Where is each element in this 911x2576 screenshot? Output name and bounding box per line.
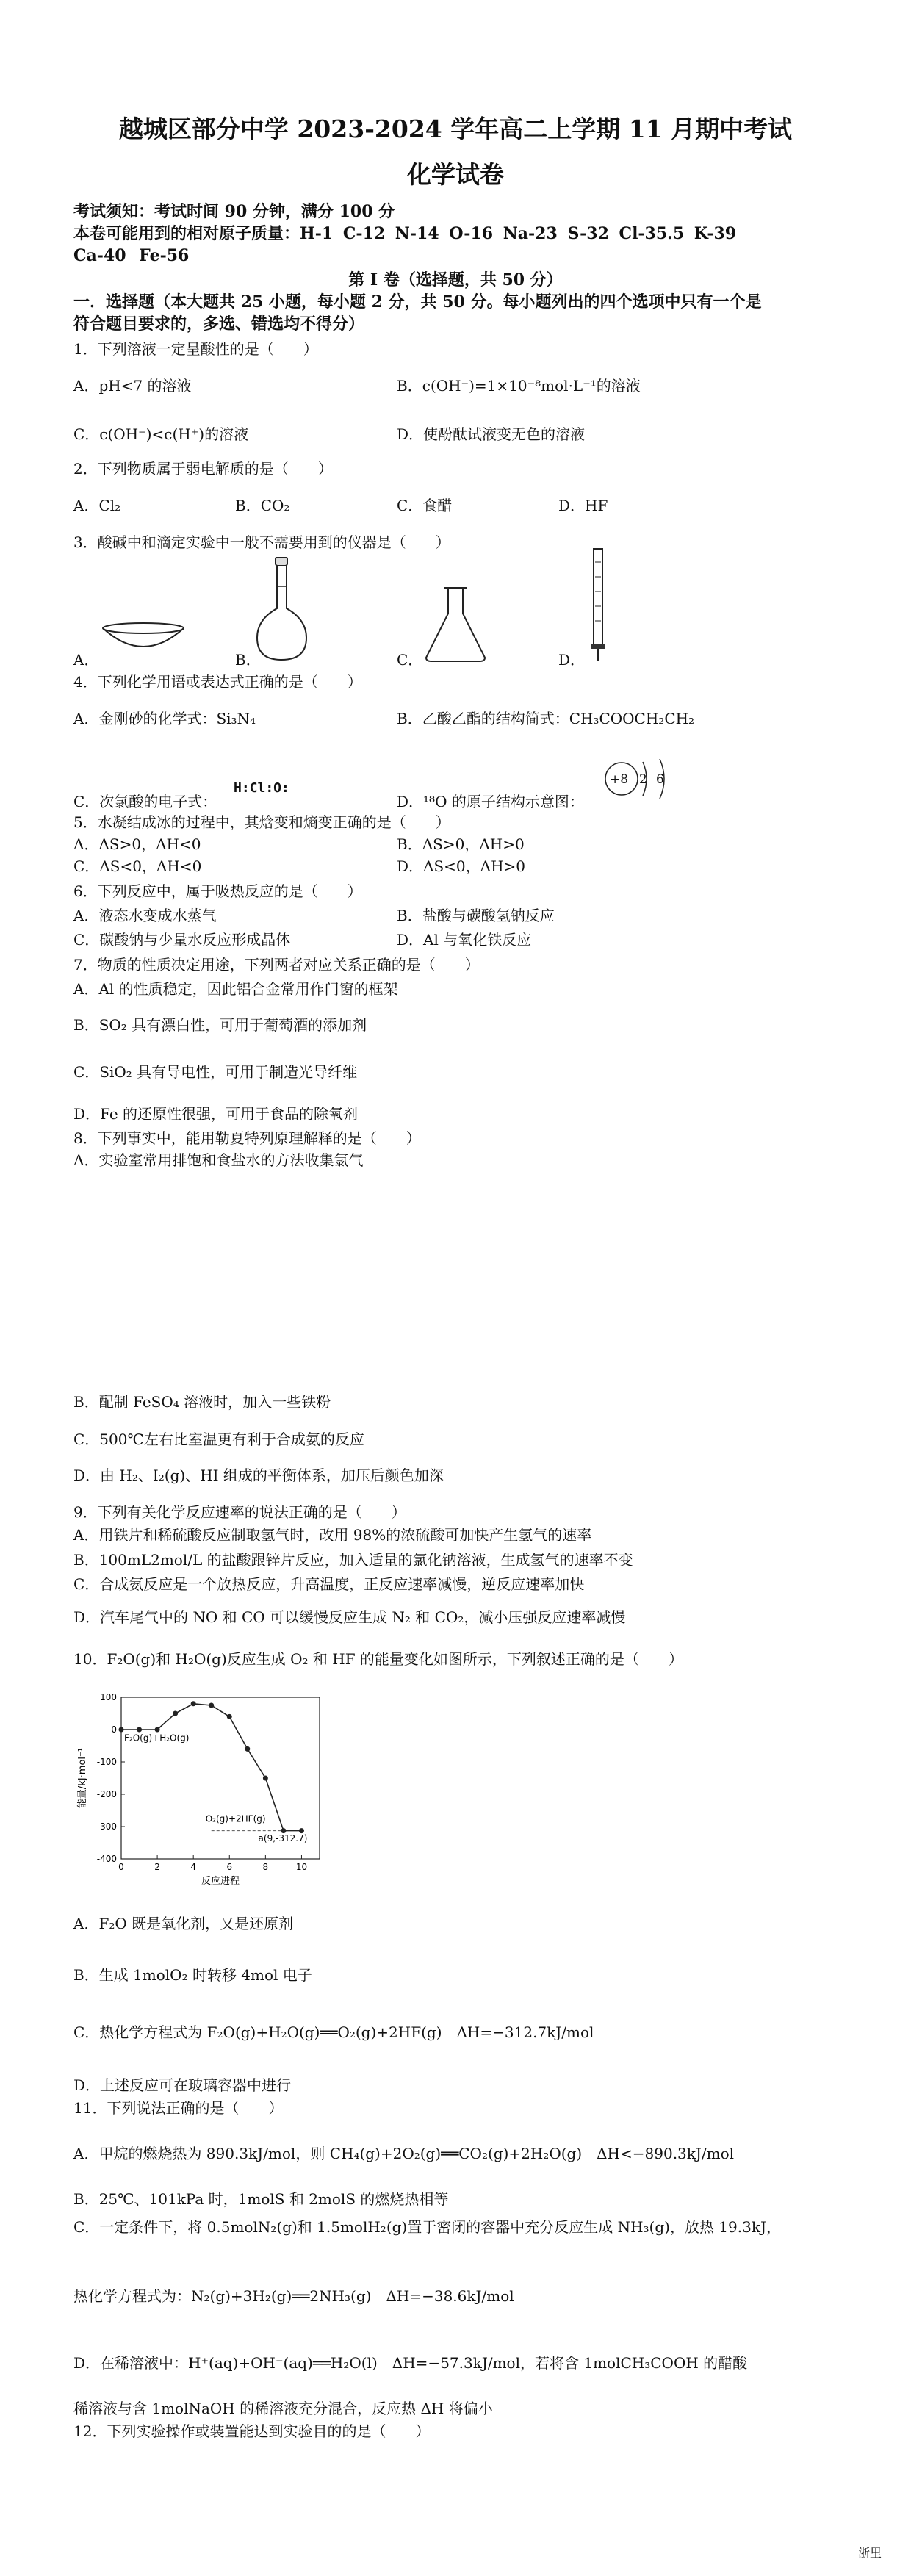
q5-option-a: A．ΔS>0，ΔH<0 — [73, 835, 201, 853]
reactant-label: F₂O(g)+H₂O(g) — [124, 1733, 190, 1744]
q7-option-b: B．SO₂ 具有漂白性，可用于葡萄酒的添加剂 — [73, 1016, 367, 1034]
q2-option-d: D．HF — [558, 497, 608, 514]
y-axis-label: 能量/kJ·mol⁻¹ — [77, 1747, 88, 1809]
x-tick-label: 10 — [295, 1862, 308, 1872]
q4-option-d: D．¹⁸O 的原子结构示意图： — [397, 793, 584, 810]
q2-option-c: C．食醋 — [397, 497, 453, 514]
q1-option-d: D．使酚酞试液变无色的溶液 — [397, 425, 586, 443]
q9-stem: 9．下列有关化学反应速率的说法正确的是（ ） — [73, 1503, 406, 1521]
q8-option-d: D．由 H₂、I₂(g)、HI 组成的平衡体系，加压后颜色加深 — [73, 1467, 444, 1484]
energy-data-point — [227, 1714, 232, 1719]
q3-option-a: A． — [73, 651, 99, 669]
footer-corner-text: 浙里 — [858, 2546, 882, 2560]
energy-series-line — [121, 1704, 301, 1831]
q1-option-c: C．c(OH⁻)<c(H⁺)的溶液 — [73, 425, 249, 443]
q10-option-a: A．F₂O 既是氧化剂，又是还原剂 — [73, 1915, 294, 1932]
q12-stem: 12．下列实验操作或装置能达到实验目的的是（ ） — [73, 2422, 431, 2440]
q6-option-a: A．液态水变成水蒸气 — [73, 907, 217, 924]
energy-data-point — [263, 1776, 268, 1781]
notice-line-1: 考试须知：考试时间 90 分钟，满分 100 分 — [73, 202, 395, 221]
q8-option-a: A．实验室常用排饱和食盐水的方法收集氯气 — [73, 1151, 364, 1169]
y-tick-label: -100 — [96, 1757, 117, 1767]
energy-data-point — [245, 1746, 250, 1752]
x-tick-label: 0 — [118, 1862, 124, 1872]
q11-option-d-line1: D．在稀溶液中：H⁺(aq)+OH⁻(aq)══H₂O(l) ΔH=−57.3kJ/mol，若将含 1molCH₃COOH 的醋酸 — [73, 2354, 748, 2372]
q5-option-c: C．ΔS<0，ΔH<0 — [73, 857, 202, 875]
q7-option-c: C．SiO₂ 具有导电性，可用于制造光导纤维 — [73, 1063, 358, 1081]
energy-data-point — [173, 1711, 178, 1716]
q6-option-b: B．盐酸与碳酸氢钠反应 — [397, 907, 555, 924]
q3-stem: 3．酸碱中和滴定实验中一般不需要用到的仪器是（ ） — [73, 533, 450, 551]
y-tick-label: -300 — [96, 1821, 117, 1832]
q11-option-d-line2: 稀溶液与含 1molNaOH 的稀溶液充分混合，反应热 ΔH 将偏小 — [73, 2400, 493, 2417]
q5-option-d: D．ΔS<0，ΔH>0 — [397, 857, 526, 875]
q10-option-d: D．上述反应可在玻璃容器中进行 — [73, 2076, 292, 2094]
x-tick-label: 2 — [154, 1862, 160, 1872]
q4-stem: 4．下列化学用语或表达式正确的是（ ） — [73, 673, 362, 691]
hclo-electron-formula: H:Cl:O: — [234, 780, 289, 796]
evaporating-dish-icon — [99, 617, 187, 661]
energy-data-point — [155, 1727, 160, 1733]
exam-subtitle: 化学试卷 — [407, 160, 504, 189]
q2-stem: 2．下列物质属于弱电解质的是（ ） — [73, 460, 333, 478]
part1-instructions-2: 符合题目要求的，多选、错选均不得分） — [73, 314, 365, 334]
q4-option-b: B．乙酸乙酯的结构简式：CH₃COOCH₂CH₂ — [397, 710, 695, 727]
part1-heading: 第 I 卷（选择题，共 50 分） — [348, 270, 563, 289]
energy-data-point — [209, 1703, 214, 1708]
q4-option-a: A．金刚砂的化学式：Si₃N₄ — [73, 710, 256, 727]
energy-diagram-chart — [73, 1683, 338, 1899]
q9-option-a: A．用铁片和稀硫酸反应制取氢气时，改用 98%的浓硫酸可加快产生氢气的速率 — [73, 1526, 592, 1544]
q6-option-d: D．Al 与氧化铁反应 — [397, 931, 532, 949]
q3-option-b: B． — [235, 651, 261, 669]
q9-option-c: C．合成氨反应是一个放热反应，升高温度，正反应速率减慢，逆反应速率加快 — [73, 1575, 585, 1593]
burette-icon — [588, 547, 610, 665]
y-tick-label: 0 — [111, 1724, 117, 1735]
q11-option-b: B．25℃、101kPa 时，1molS 和 2molS 的燃烧热相等 — [73, 2190, 449, 2208]
notice-line-3: Ca-40 Fe-56 — [73, 246, 190, 265]
q10-option-b: B．生成 1molO₂ 时转移 4mol 电子 — [73, 1966, 312, 1984]
q7-option-d: D．Fe 的还原性很强，可用于食品的除氧剂 — [73, 1105, 359, 1123]
q7-option-a: A．Al 的性质稳定，因此铝合金常用作门窗的框架 — [73, 980, 398, 998]
x-tick-label: 4 — [190, 1862, 197, 1872]
q8-option-b: B．配制 FeSO₄ 溶液时，加入一些铁粉 — [73, 1393, 331, 1411]
notice-line-2: 本卷可能用到的相对原子质量：H-1 C-12 N-14 O-16 Na-23 S-32 Cl-35.5 K-39 — [73, 224, 737, 243]
volumetric-flask-icon — [253, 557, 312, 663]
exam-title: 越城区部分中学 2023-2024 学年高二上学期 11 月期中考试 — [118, 115, 793, 143]
q10-stem: 10．F₂O(g)和 H₂O(g)反应生成 O₂ 和 HF 的能量变化如图所示，下列叙述正确的是（ ） — [73, 1650, 683, 1668]
y-tick-label: -200 — [96, 1789, 117, 1799]
q2-option-b: B．CO₂ — [235, 497, 290, 514]
nucleus-charge: +8 — [610, 772, 629, 787]
electron-shell-2: 6 — [656, 772, 664, 787]
q1-option-a: A．pH<7 的溶液 — [73, 377, 192, 395]
q11-option-a: A．甲烷的燃烧热为 890.3kJ/mol，则 CH₄(g)+2O₂(g)══CO₂(g)+2H₂O(g) ΔH<−890.3kJ/mol — [73, 2145, 735, 2162]
y-tick-label: -400 — [96, 1854, 117, 1864]
y-tick-label: 100 — [100, 1692, 117, 1702]
energy-data-point — [119, 1727, 124, 1733]
q4-option-c: C．次氯酸的电子式： — [73, 793, 217, 810]
q11-option-c-line2: 热化学方程式为：N₂(g)+3H₂(g)══2NH₃(g) ΔH=−38.6kJ/mol — [73, 2287, 514, 2305]
q7-stem: 7．物质的性质决定用途，下列两者对应关系正确的是（ ） — [73, 956, 480, 974]
x-axis-label: 反应进程 — [201, 1876, 240, 1887]
q1-stem: 1．下列溶液一定呈酸性的是（ ） — [73, 340, 318, 358]
q11-option-c-line1: C．一定条件下，将 0.5molN₂(g)和 1.5molH₂(g)置于密闭的容器中充分反应生成 NH₃(g)，放热 19.3kJ， — [73, 2218, 781, 2236]
q9-option-b: B．100mL2mol/L 的盐酸跟锌片反应，加入适量的氯化钠溶液，生成氢气的速率不变 — [73, 1551, 633, 1569]
x-tick-label: 8 — [262, 1862, 269, 1872]
q9-option-d: D．汽车尾气中的 NO 和 CO 可以缓慢反应生成 N₂ 和 CO₂，减小压强反应速率减慢 — [73, 1608, 626, 1626]
q5-option-b: B．ΔS>0，ΔH>0 — [397, 835, 525, 853]
x-tick-label: 6 — [226, 1862, 233, 1872]
point-a-label: a(9,-312.7) — [258, 1832, 308, 1843]
q11-stem: 11．下列说法正确的是（ ） — [73, 2099, 284, 2117]
energy-data-point — [191, 1701, 196, 1706]
energy-data-point — [137, 1727, 142, 1733]
part1-instructions-1: 一．选择题（本大题共 25 小题，每小题 2 分，共 50 分。每小题列出的四个选项中只有一个是 — [73, 292, 762, 312]
q1-option-b: B．c(OH⁻)=1×10⁻⁸mol·L⁻¹的溶液 — [397, 377, 641, 395]
product-label: O₂(g)+2HF(g) — [205, 1813, 266, 1824]
q5-stem: 5．水凝结成冰的过程中，其焓变和熵变正确的是（ ） — [73, 813, 450, 831]
q3-option-c: C． — [397, 651, 423, 669]
electron-shell-1: 2 — [639, 772, 647, 787]
q6-option-c: C．碳酸钠与少量水反应形成晶体 — [73, 931, 291, 949]
q6-stem: 6．下列反应中，属于吸热反应的是（ ） — [73, 882, 362, 900]
q8-option-c: C．500℃左右比室温更有利于合成氨的反应 — [73, 1431, 364, 1448]
q10-option-c: C．热化学方程式为 F₂O(g)+H₂O(g)══O₂(g)+2HF(g) ΔH=−312.7kJ/mol — [73, 2023, 594, 2041]
q3-option-d: D． — [558, 651, 586, 669]
conical-flask-icon — [422, 584, 489, 665]
q2-option-a: A．Cl₂ — [73, 497, 121, 514]
q8-stem: 8．下列事实中，能用勒夏特列原理解释的是（ ） — [73, 1129, 421, 1147]
